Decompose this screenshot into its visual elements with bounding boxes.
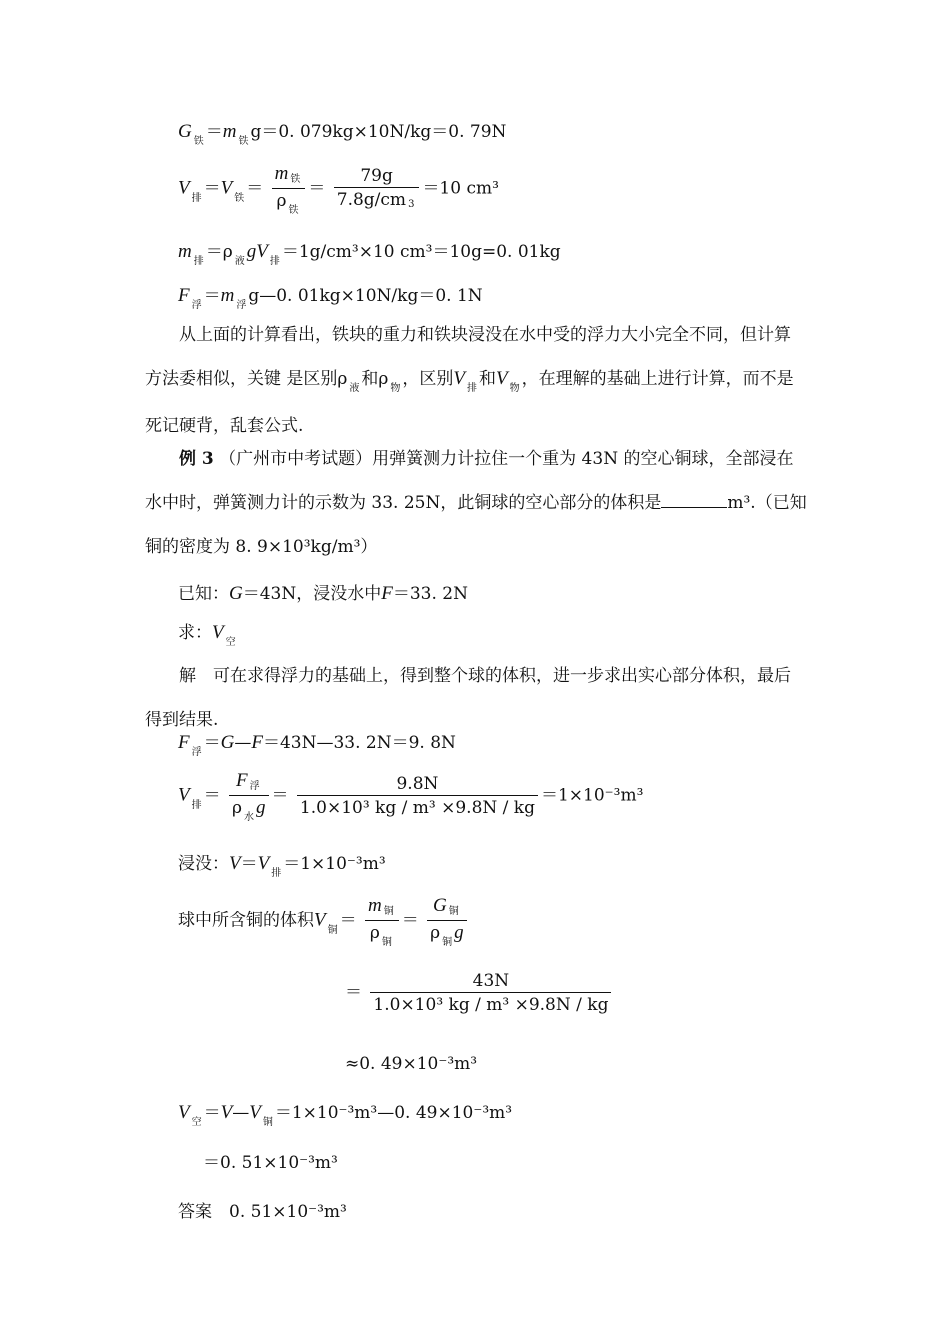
- equation-displaced-mass: m $_排$ ＝ρ $_液$ gV $_排$ ＝1g/cm³×10 cm³＝10g=0. 01kg: [178, 241, 561, 267]
- paragraph-solution: 解 可在求得浮力的基础上，得到整个球的体积，进一步求出实心部分体积，最后得到结果.: [145, 666, 791, 730]
- fraction-copper-weight: $\frac{\text{G 铜}}{\rho _铜 g}$: [427, 896, 467, 946]
- equation-copper-volume-result: ≈0. 49×10⁻³m³: [345, 1054, 478, 1074]
- known-values: 已知：G＝43N，浸没水中F＝33. 2N: [178, 583, 468, 604]
- find-target: 求：V $_空$: [178, 622, 236, 648]
- fraction-79g: $\frac{79g}{7.8g/cm 3}$: [334, 166, 420, 213]
- equation-hollow-volume: V $_空$ ＝V—V $_铜$ ＝1×10⁻³m³—0. 49×10⁻³m³: [178, 1102, 513, 1128]
- equation-copper-volume-step: ＝ $\frac{43N}{\text{1.0×10³ kg / m³ ×9.8N / kg}}$: [345, 971, 614, 1015]
- answer-blank: [661, 491, 727, 508]
- answer-line: 答案 0. 51×10⁻³m³: [178, 1202, 347, 1222]
- fraction-43n: $\frac{43N}{\text{1.0×10³ kg / m³ ×9.8N / kg}}$: [370, 971, 611, 1015]
- fraction-9-8n: $\frac{9.8N}{\text{1.0×10³ kg / m³ ×9.8N / kg}}$: [297, 774, 538, 818]
- equation-iron-weight: G $_铁$ ＝m $_铁$ g＝0. 079kg×10N/kg＝0. 79N: [178, 121, 507, 147]
- equation-hollow-volume-result: ＝0. 51×10⁻³m³: [203, 1153, 338, 1173]
- equation-copper-volume: 球中所含铜的体积V $_铜$ ＝ $\frac{\text{m 铜}}{\rho _铜}$ ＝ $\frac{\text{G 铜}}{\rho _铜 g}$: [178, 896, 470, 946]
- equation-displaced-volume: V $_排$ ＝V $_铁$ ＝ $\frac{\text{m 铁}}{\rho _铁}$ ＝ $\frac{79g}{7.8g/cm 3}$ ＝10 cm³: [178, 163, 499, 216]
- fraction-buoyancy-over-density: $\frac{\text{F 浮}}{\rho _水 g}$: [229, 771, 269, 821]
- equation-submerged-volume: 浸没：V＝V $_排$ ＝1×10⁻³m³: [178, 853, 386, 879]
- equation-buoyancy: F $_浮$ ＝m $_浮$ g—0. 01kg×10N/kg＝0. 1N: [178, 285, 483, 311]
- equation-total-volume: V $_排$ ＝ $\frac{\text{F 浮}}{\rho _水 g}$ ＝ $\frac{9.8N}{\text{1.0×10³ kg / m³ ×9.8N / kg}}$ ＝1×10⁻³m³: [178, 770, 644, 823]
- equation-buoyant-force: F $_浮$ ＝G—F＝43N—33. 2N＝9. 8N: [178, 732, 456, 758]
- fraction-mass-over-density: $\frac{\text{m 铁}}{\rho _铁}$: [272, 164, 306, 214]
- paragraph-explanation: 从上面的计算看出，铁块的重力和铁块浸没在水中受的浮力大小完全不同，但计算方法委相似，关键 是区别ρ $_液$ 和ρ $_物$ ，区别V $_排$ 和V $_物$ ，在理解的基础上进行计算，而不是死记硬背，乱套公式.: [145, 325, 794, 436]
- paragraph-example-3: 例 3 （广州市中考试题）用弹簧测力计拉住一个重为 43N 的空心铜球，全部浸在水中时，弹簧测力计的示数为 33. 25N，此铜球的空心部分的体积是 m³.（已知铜的密度为 8. 9×10³kg/m³）: [145, 449, 807, 557]
- fraction-copper-mass: $\frac{\text{m 铜}}{\rho _铜}$: [365, 896, 399, 946]
